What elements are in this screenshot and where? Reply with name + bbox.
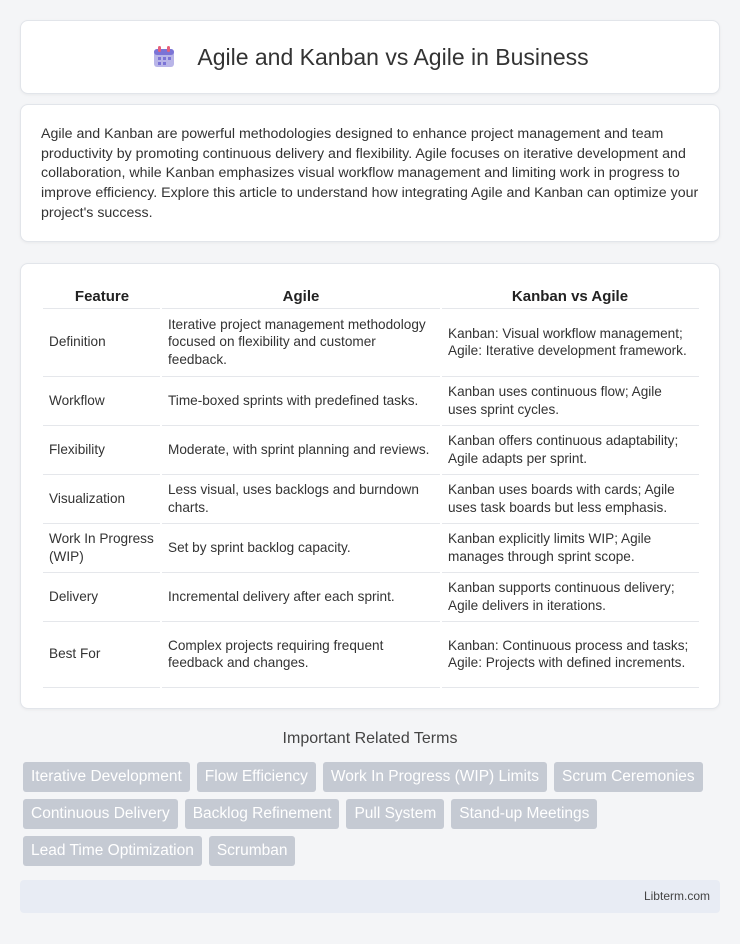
related-term-tag[interactable]: Lead Time Optimization <box>23 836 202 866</box>
kanban-cell: Kanban: Visual workflow management; Agile: Iterative development framework. <box>441 308 699 376</box>
comparison-table <box>43 284 699 688</box>
footer <box>20 880 720 913</box>
comparison-table-card <box>20 263 720 709</box>
related-term-tag[interactable]: Work In Progress (WIP) Limits <box>323 762 547 792</box>
kanban-cell: Kanban explicitly limits WIP; Agile manages through sprint scope. <box>441 523 699 572</box>
related-term-tag[interactable]: Flow Efficiency <box>197 762 316 792</box>
feature-cell: Work In Progress (WIP) <box>43 523 161 572</box>
column-header-agile: Agile <box>161 284 441 308</box>
feature-cell: Definition <box>43 308 161 376</box>
kanban-cell: Kanban supports continuous delivery; Agile delivers in iterations. <box>441 572 699 621</box>
table-row <box>43 621 699 687</box>
footer-site-link[interactable]: Libterm.com <box>643 889 710 903</box>
column-header-feature: Feature <box>43 284 161 308</box>
related-term-tag[interactable]: Scrum Ceremonies <box>554 762 703 792</box>
related-terms-title: Important Related Terms <box>282 730 458 747</box>
related-terms-tags <box>23 762 723 866</box>
kanban-cell: Kanban uses boards with cards; Agile uses task boards but less emphasis. <box>441 474 699 523</box>
related-term-tag[interactable]: Pull System <box>346 799 444 829</box>
agile-cell: Less visual, uses backlogs and burndown charts. <box>161 474 441 523</box>
agile-cell: Incremental delivery after each sprint. <box>161 572 441 621</box>
column-header-kanban-vs-agile: Kanban vs Agile <box>441 284 699 308</box>
calendar-icon <box>151 44 177 70</box>
agile-cell: Iterative project management methodology focused on flexibility and customer feedback. <box>161 308 441 376</box>
table-row <box>43 572 699 621</box>
intro-text: Agile and Kanban are powerful methodologies designed to enhance project management and team productivity by promoting continuous delivery and flexibility. Agile focuses on iterative development and collaboration, while Kanban emphasizes visual workflow management and limiting work in progress to improve efficiency. Explore this article to understand how integrating Agile and Kanban can optimize your project's success. <box>41 126 699 221</box>
agile-cell: Time-boxed sprints with predefined tasks. <box>161 376 441 425</box>
feature-cell: Flexibility <box>43 425 161 474</box>
table-row <box>43 474 699 523</box>
feature-cell: Workflow <box>43 376 161 425</box>
related-term-tag[interactable]: Iterative Development <box>23 762 190 792</box>
kanban-cell: Kanban offers continuous adaptability; Agile adapts per sprint. <box>441 425 699 474</box>
table-row <box>43 308 699 376</box>
related-term-tag[interactable]: Continuous Delivery <box>23 799 178 829</box>
agile-cell: Set by sprint backlog capacity. <box>161 523 441 572</box>
table-row <box>43 376 699 425</box>
page-title: Agile and Kanban vs Agile in Business <box>197 43 589 70</box>
header-card <box>20 20 720 94</box>
kanban-cell: Kanban: Continuous process and tasks; Agile: Projects with defined increments. <box>441 621 699 687</box>
agile-cell: Moderate, with sprint planning and reviews. <box>161 425 441 474</box>
related-term-tag[interactable]: Stand-up Meetings <box>451 799 597 829</box>
title-wrap <box>151 44 588 71</box>
feature-cell: Best For <box>43 621 161 687</box>
table-row <box>43 523 699 572</box>
intro-card <box>20 104 720 242</box>
kanban-cell: Kanban uses continuous flow; Agile uses sprint cycles. <box>441 376 699 425</box>
table-row <box>43 425 699 474</box>
related-term-tag[interactable]: Scrumban <box>209 836 296 866</box>
feature-cell: Visualization <box>43 474 161 523</box>
feature-cell: Delivery <box>43 572 161 621</box>
agile-cell: Complex projects requiring frequent feedback and changes. <box>161 621 441 687</box>
related-term-tag[interactable]: Backlog Refinement <box>185 799 340 829</box>
table-header-row <box>43 284 699 308</box>
